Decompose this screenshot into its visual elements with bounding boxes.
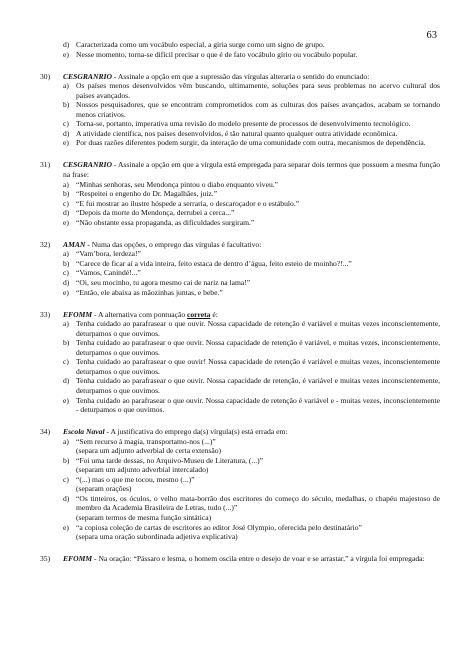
option-c: c) Torna-se, portanto, imperativa uma revisão do modelo presente de processos de desenvolvimento tecnológico. [63,119,411,129]
option-c: c) “E fui mostrar ao ilustre hóspede a serraria, o descaroçador e o estábulo.” [63,198,300,208]
question-34 [40,427,440,542]
option-e: e) Tenha cuidado ao parafrasear o que ouvir. Nossa capacidade de retenção é variável e - muitas vezes, inconscientemente - deturpamos o que ouvimos. [63,395,440,415]
option-justification: (separa um adjunto adverbial de certa extensão) [76,446,222,456]
option-d: d) Caracterizada como um vocábulo especial, a gíria surge como um signo de grupo. [63,40,325,49]
question-stem: 33) EFOMM - A alternativa com pontuação correta é: [40,309,218,319]
option-e: e) “Então, ele abaixa as mãozinhas juntas, e bebe.” [63,287,223,297]
page-content [40,40,440,564]
option-a: a) “Vam’bora, lerdeza!” [63,249,141,259]
option-e: e) “a copiosa coleção de cartas de escritores ao editor José Olympio, oferecida pelo destinatário” [63,522,362,532]
question-stem: 35) EFOMM - Na oração: “Pássaro e lesma, o homem oscila entre o desejo de voar e se arrastar,” a vírgula foi empregada: [40,554,425,564]
institution-name: AMAN [63,239,86,249]
question-33 [40,310,440,415]
page-number: 63 [426,30,437,41]
option-a: a) Tenha cuidado ao parafrasear o que ouvir. Nossa capacidade de retenção é variável e muitas vezes inconscientemente, deturpamos o que ouvimos. [63,319,440,338]
option-d: d) “Depois da morte do Mendonça, derrubei a cerca...” [63,208,235,218]
question-stem: 34) Escola Naval - A justificativa do emprego da(s) vírgula(s) está errada em: [40,427,288,437]
question-30 [40,72,440,148]
option-e: e) Nesse momento, torna-se difícil precisar o que é de fato vocábulo gírio ou vocábulo popular. [63,49,358,59]
option-d: d) A atividade científica, nos países desenvolvidos, é tão natural quanto qualquer outra atividade econômica. [63,128,398,138]
institution-name: CESGRANRIO [63,71,112,81]
option-e: e) “Não obstante essa propaganda, as dificuldades surgiram.” [63,217,255,227]
option-d: d) Tenha cuidado ao parafrasear o que ouvir. Nossa capacidade de retenção, é variável e muitas vezes inconscientemente, deturpamos o que ouvimos. [63,376,440,395]
emphasized-keyword: correta [187,309,211,319]
option-d: d) “Oi, seu mocinho, tu agora mesmo cai de nariz na lama!” [63,277,251,287]
option-justification: (separa uma oração subordinada adjetiva explicativa) [76,532,238,542]
question-35 [40,554,440,564]
option-justification: (separam termos de mesma função sintática) [76,513,212,523]
option-b: b) “Respeitei o engenho do Dr. Magalhães, juiz.” [63,189,218,199]
option-b: b) “Carece de ficar aí a vida inteira, feito estaca de dentro d’água, feito esteio de moinho?!...” [63,258,352,268]
question-stem: 31) CESGRANRIO - Assinale a opção em que a vírgula está empregada para separar dois termos que possuem a mesma função na frase: [40,160,440,180]
option-c: c) “Vamos, Canindé!...” [63,268,141,278]
option-a: a) Os países menos desenvolvidos vêm buscando, ultimamente, soluções para seus problemas no acervo cultural dos países avançados. [63,81,440,100]
question-29-tail [40,40,440,59]
option-a: a) “Sem recurso à magia, transportamo-nos (...)” [63,436,216,446]
question-32 [40,240,440,297]
option-b: b) “Foi uma tarde dessas, no Arquivo-Museu de Literatura, (...)” [63,455,264,465]
question-stem: 30) CESGRANRIO - Assinale a opção em que a supressão das vírgulas alteraria o sentido do enunciado: [40,71,370,81]
question-31 [40,160,440,227]
option-a: a) “Minhas senhoras, seu Mendonça pintou o diabo enquanto viveu.” [63,179,279,189]
option-e: e) Por duas razões diferentes podem surgir, da interação de uma comunidade com outra, mecanismos de dependência. [63,138,426,148]
institution-name: CESGRANRIO [63,160,112,170]
option-d: d) “Os tinteiros, os óculos, o velho mata-borrão dos escritores do começo do século, medalhas, o chapéu majestoso de membro da Academia Brasileira de Letras, tudo (...)” [63,493,440,513]
option-c: c) “(...) mas o que me tocou, mesmo (...)” [63,474,195,484]
option-justification: (separam orações) [76,484,132,494]
institution-name: Escola Naval [63,427,105,437]
option-b: b) Nossos pesquisadores, que se encontram comprometidos com as culturas dos países avançados, acabam se tornando menos criativos. [63,100,440,119]
option-c: c) Tenha cuidado ao parafrasear o que ouvir! Nossa capacidade de retenção é variável e muitas vezes, inconscientemente deturpamos o que ouvimos. [63,357,440,376]
institution-name: EFOMM [63,554,93,564]
institution-name: EFOMM [63,309,93,319]
question-stem: 32) AMAN - Numa das opções, o emprego das vírgulas é facultativo: [40,239,262,249]
option-b: b) Tenha cuidado ao parafrasear o que ouvir. Nossa capacidade de retenção é variável, e muitas vezes, inconscientemente, deturpamos o que ouvimos. [63,338,440,357]
option-justification: (separam um adjunto adverbial intercalado) [76,465,209,475]
